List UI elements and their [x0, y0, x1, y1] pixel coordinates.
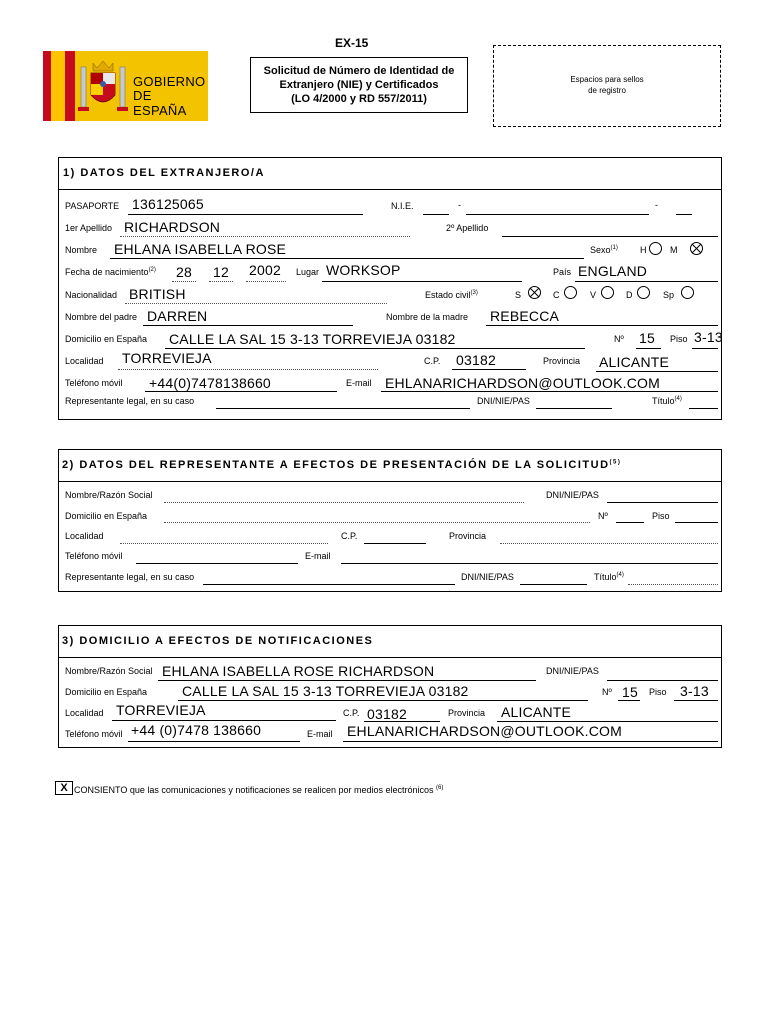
s2-num-label: Nº	[598, 511, 608, 521]
madre-underline	[486, 325, 718, 326]
fecha-anio-value[interactable]: 2002	[249, 262, 281, 278]
nie-part2[interactable]	[466, 214, 649, 215]
s2-piso-field[interactable]	[675, 522, 718, 523]
fecha-anio-underline	[246, 281, 286, 282]
section-3-divider	[58, 657, 721, 658]
s3-domicilio-underline	[178, 700, 588, 701]
s3-cp-label: C.P.	[343, 708, 360, 718]
domicilio-num-value[interactable]: 15	[639, 330, 655, 346]
titulo-label	[652, 396, 682, 406]
pasaporte-value[interactable]: 136125065	[132, 196, 204, 212]
s2-titulo-field[interactable]	[628, 584, 718, 585]
representante-dni-field[interactable]	[536, 408, 612, 409]
flag-stripe-yellow	[51, 51, 65, 121]
sexo-m-radio-checked[interactable]	[690, 242, 703, 255]
apellido2-label: 2º Apellido	[446, 223, 489, 233]
s3-razon-value[interactable]: EHLANA ISABELLA ROSE RICHARDSON	[162, 663, 435, 679]
section-1-title: 1) DATOS DEL EXTRANJERO/A	[63, 167, 265, 179]
localidad-label: Localidad	[65, 356, 104, 366]
s3-localidad-label: Localidad	[65, 708, 104, 718]
estado-civil-note: (3)	[470, 290, 478, 296]
s2-cp-label: C.P.	[341, 531, 358, 541]
form-title-line3: (LO 4/2000 y RD 557/2011)	[291, 93, 427, 105]
s2-razon-label: Nombre/Razón Social	[65, 490, 153, 500]
stamp-text-line2: de registro	[588, 86, 626, 95]
section-2-title	[62, 459, 621, 471]
nacionalidad-value[interactable]: BRITISH	[129, 286, 186, 302]
fecha-mes-underline	[209, 281, 233, 282]
form-code: EX-15	[335, 36, 369, 50]
s3-localidad-value[interactable]: TORREVIEJA	[116, 702, 206, 718]
consent-checkbox-checked[interactable]	[55, 781, 73, 795]
provincia-value[interactable]: ALICANTE	[599, 354, 670, 370]
s3-email-label: E-mail	[307, 729, 333, 739]
s2-telefono-field[interactable]	[136, 563, 298, 564]
domicilio-num-underline	[636, 348, 661, 349]
stamp-text-line1: Espacios para sellos	[570, 75, 644, 84]
fecha-dia-value[interactable]: 28	[176, 264, 192, 280]
titulo-note: (4)	[674, 396, 682, 402]
nie-label: N.I.E.	[391, 201, 414, 211]
telefono-label: Teléfono móvil	[65, 378, 123, 388]
pasaporte-underline	[128, 214, 363, 215]
lugar-underline	[322, 281, 522, 282]
ec-d-label: D	[626, 290, 633, 300]
sexo-note: (1)	[610, 245, 618, 251]
ec-v-label: V	[590, 290, 597, 300]
form-title-line1: Solicitud de Número de Identidad de	[263, 65, 455, 77]
form-title-line2: Extranjero (NIE) y Certificados	[279, 79, 439, 91]
s3-provincia-value[interactable]: ALICANTE	[501, 704, 572, 720]
ec-c-radio[interactable]	[564, 286, 577, 299]
s3-cp-value[interactable]: 03182	[367, 706, 407, 722]
section-2-title-text: 2) DATOS DEL REPRESENTANTE A EFECTOS DE PRESENTACIÓN DE LA SOLICITUD	[62, 459, 610, 471]
nombre-underline	[110, 258, 584, 259]
s2-razon-field[interactable]	[164, 502, 524, 503]
domicilio-piso-label: Piso	[670, 334, 688, 344]
s3-piso-label: Piso	[649, 687, 667, 697]
s2-representante-field[interactable]	[203, 584, 455, 585]
s2-telefono-label: Teléfono móvil	[65, 551, 123, 561]
email-label: E-mail	[346, 378, 372, 388]
s3-email-value[interactable]: EHLANARICHARDSON@OUTLOOK.COM	[347, 723, 622, 739]
s2-email-field[interactable]	[341, 563, 718, 564]
ec-c-label: C	[553, 290, 560, 300]
s2-domicilio-field[interactable]	[164, 522, 590, 523]
nombre-label: Nombre	[65, 245, 98, 255]
logo-text-line1: GOBIERNO	[133, 74, 206, 89]
sexo-h-radio[interactable]	[649, 242, 662, 255]
telefono-value[interactable]: +44(0)7478138660	[149, 375, 271, 391]
provincia-label: Provincia	[543, 356, 581, 366]
fecha-dia-underline	[172, 281, 196, 282]
s3-provincia-label: Provincia	[448, 708, 486, 718]
estado-civil-label	[425, 290, 478, 300]
consent-check-mark: X	[60, 782, 68, 794]
s2-dni-label: DNI/NIE/PAS	[546, 490, 599, 500]
pais-label: País	[553, 267, 572, 277]
section-2-title-note: (5)	[609, 459, 622, 466]
domicilio-underline	[165, 348, 585, 349]
sexo-h-label: H	[640, 245, 647, 255]
s3-razon-label: Nombre/Razón Social	[65, 666, 153, 676]
domicilio-piso-underline	[692, 348, 718, 349]
telefono-underline	[145, 391, 337, 392]
s2-num-field[interactable]	[616, 522, 644, 523]
s2-titulo-note: (4)	[616, 572, 624, 578]
representante-dni-label: DNI/NIE/PAS	[477, 396, 530, 406]
s2-titulo-label	[594, 572, 624, 582]
padre-value[interactable]: DARREN	[147, 308, 208, 324]
email-underline	[381, 391, 718, 392]
s2-dni2-label: DNI/NIE/PAS	[461, 572, 514, 582]
titulo-label-text: Título	[652, 396, 675, 406]
s2-dni-field[interactable]	[607, 502, 718, 503]
madre-value[interactable]: REBECCA	[490, 308, 560, 324]
s2-dni2-field[interactable]	[520, 584, 587, 585]
lugar-value[interactable]: WORKSOP	[326, 262, 401, 278]
s3-telefono-label: Teléfono móvil	[65, 729, 123, 739]
ec-sp-radio[interactable]	[681, 286, 694, 299]
fecha-note: (2)	[148, 267, 156, 273]
pasaporte-label: PASAPORTE	[65, 201, 120, 211]
s3-dni-field[interactable]	[607, 680, 718, 681]
s2-localidad-field[interactable]	[120, 543, 328, 544]
domicilio-num-label: Nº	[614, 334, 624, 344]
nie-part1[interactable]	[423, 214, 449, 215]
consent-text	[74, 785, 443, 795]
nie-dash: -	[458, 200, 461, 210]
s3-piso-underline	[674, 700, 718, 701]
apellido1-value[interactable]: RICHARDSON	[124, 219, 221, 235]
domicilio-label: Domicilio en España	[65, 334, 148, 344]
fecha-mes-value[interactable]: 12	[213, 264, 229, 280]
email-value[interactable]: EHLANARICHARDSON@OUTLOOK.COM	[385, 375, 660, 391]
localidad-value[interactable]: TORREVIEJA	[122, 350, 212, 366]
s2-email-label: E-mail	[305, 551, 331, 561]
nacionalidad-underline	[125, 303, 387, 304]
apellido2-field[interactable]	[502, 236, 718, 237]
s2-piso-label: Piso	[652, 511, 670, 521]
s2-provincia-label: Provincia	[449, 531, 487, 541]
representante-field[interactable]	[216, 408, 470, 409]
s2-representante-label: Representante legal, en su caso	[65, 572, 195, 582]
s3-telefono-value[interactable]: +44 (0)7478 138660	[131, 722, 262, 738]
ec-s-label: S	[515, 290, 522, 300]
pais-underline	[575, 281, 718, 282]
nacionalidad-label: Nacionalidad	[65, 290, 118, 300]
ec-d-radio[interactable]	[637, 286, 650, 299]
section-3-title: 3) DOMICILIO A EFECTOS DE NOTIFICACIONES	[62, 635, 374, 647]
s3-domicilio-label: Domicilio en España	[65, 687, 148, 697]
lugar-label: Lugar	[296, 267, 320, 277]
nombre-value[interactable]: EHLANA ISABELLA ROSE	[114, 241, 287, 257]
s3-razon-underline	[158, 680, 536, 681]
pais-value[interactable]: ENGLAND	[578, 263, 648, 279]
s3-provincia-underline	[497, 721, 718, 722]
ec-sp-label: Sp	[663, 290, 675, 300]
flag-stripe	[43, 51, 51, 121]
s3-cp-underline	[364, 721, 440, 722]
s3-email-underline	[343, 741, 718, 742]
representante-label: Representante legal, en su caso	[65, 396, 195, 406]
ec-v-radio[interactable]	[601, 286, 614, 299]
s3-dni-label: DNI/NIE/PAS	[546, 666, 599, 676]
padre-label: Nombre del padre	[65, 312, 138, 322]
s3-localidad-underline	[112, 720, 336, 721]
cp-value[interactable]: 03182	[456, 352, 496, 368]
sexo-m-label: M	[670, 245, 678, 255]
cp-label: C.P.	[424, 356, 441, 366]
s3-num-value[interactable]: 15	[622, 684, 638, 700]
s3-domicilio-value[interactable]: CALLE LA SAL 15 3-13 TORREVIEJA 03182	[182, 683, 469, 699]
apellido1-underline	[120, 236, 410, 237]
estado-civil-label-text: Estado civil	[425, 290, 471, 300]
s3-telefono-underline	[128, 741, 300, 742]
sexo-label	[590, 245, 618, 255]
apellido1-label: 1er Apellido	[65, 223, 113, 233]
nie-dash2: -	[655, 200, 658, 210]
s3-piso-value[interactable]: 3-13	[680, 683, 709, 699]
s3-num-label: Nº	[602, 687, 612, 697]
section-1-divider	[58, 189, 721, 190]
consent-note: (6)	[436, 785, 444, 791]
cp-underline	[452, 369, 526, 370]
sexo-label-text: Sexo	[590, 245, 611, 255]
registry-stamp-box	[493, 45, 721, 127]
s2-titulo-label-text: Título	[594, 572, 617, 582]
provincia-underline	[596, 371, 718, 372]
domicilio-value[interactable]: CALLE LA SAL 15 3-13 TORREVIEJA 03182	[169, 331, 456, 347]
fecha-label-text: Fecha de nacimiento	[65, 267, 149, 277]
coat-of-arms-icon	[73, 55, 133, 117]
consent-text-body: CONSIENTO que las comunicaciones y notificaciones se realicen por medios electrónicos	[74, 785, 434, 795]
domicilio-piso-value[interactable]: 3-13	[694, 329, 723, 345]
s3-num-underline	[618, 700, 640, 701]
nie-part3[interactable]	[676, 214, 692, 215]
madre-label: Nombre de la madre	[386, 312, 469, 322]
logo	[43, 51, 208, 121]
fecha-label	[65, 267, 156, 277]
s2-domicilio-label: Domicilio en España	[65, 511, 148, 521]
section-2-divider	[58, 481, 721, 482]
ec-s-radio-checked[interactable]	[528, 286, 541, 299]
logo-text-line2: DE ESPAÑA	[133, 88, 187, 118]
form-title-box	[250, 57, 468, 113]
s2-provincia-field[interactable]	[500, 543, 718, 544]
localidad-underline	[118, 369, 378, 370]
s2-cp-field[interactable]	[364, 543, 426, 544]
padre-underline	[143, 325, 353, 326]
titulo-field[interactable]	[689, 408, 718, 409]
s2-localidad-label: Localidad	[65, 531, 104, 541]
